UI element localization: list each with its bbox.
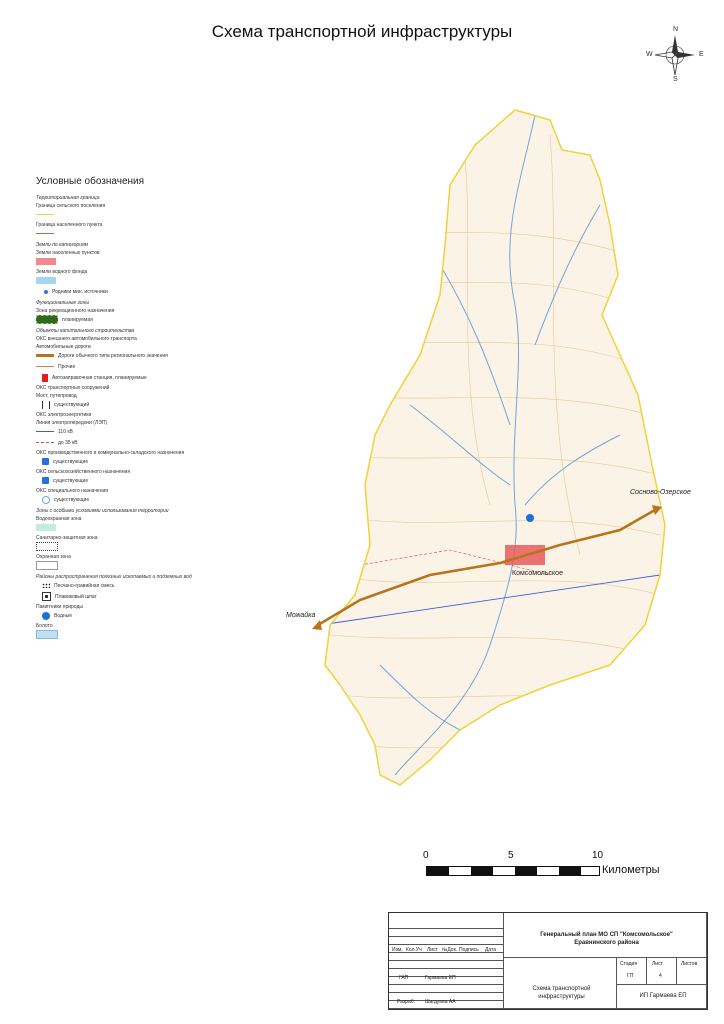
legend-symbol-box [36,277,56,284]
legend-item-label: Плавиковый шпат [55,593,97,600]
legend-label: ОКС внешнего автомобильного транспорта [36,336,137,342]
legend-item-label: планируемая [62,316,93,323]
legend-symbol-outline [36,561,58,570]
legend-symbol-line [36,233,54,234]
map-legend [36,176,246,640]
legend-label: Болото [36,623,53,629]
legend-item [36,275,246,286]
legend-section-title: Функциональные зоны [36,300,90,306]
legend-item [36,314,246,325]
legend-section-title: Объекты капитального строительства [36,328,135,334]
label-settlement: Комсомольское [512,570,563,577]
stamp-head-sheet: Лист [652,961,663,967]
legend-item [36,209,246,220]
legend-label: Санитарно-защитная зона [36,535,98,541]
stamp-stage-value: ГП [627,973,634,979]
legend-section-title: Зоны с особыми условиями использования территории [36,508,169,514]
legend-symbol-line [36,214,54,215]
legend-items [36,195,246,640]
compass-e: E [699,51,704,58]
legend-label: Водоохранная зона [36,516,82,522]
stamp-role-razrab: Разраб. [397,999,416,1005]
stamp-col-koluch: Кол.Уч [406,947,422,953]
legend-item [36,361,246,372]
legend-label: Памятники природы [36,604,83,610]
stamp-col-ndok: №Док. [442,947,458,953]
legend-label: ОКС специального назначения [36,488,108,494]
legend-symbol-check [42,612,50,620]
legend-item [36,456,246,467]
stamp-head-sheets: Листов [681,961,698,967]
legend-item-label: существующие [53,477,89,484]
legend-symbol-thick [36,354,54,357]
legend-item-label: 110 кВ [58,428,73,435]
legend-item [36,610,246,621]
legend-item [36,494,246,505]
scale-tick-0: 0 [423,850,429,861]
legend-item-label: Прочие [58,363,76,370]
legend-symbol-line [36,431,54,432]
legend-item-label: существующие [53,458,89,465]
legend-item [36,437,246,448]
compass-rose [646,26,704,83]
legend-item [36,591,246,602]
stamp-col-podpis: Подпись [459,947,479,953]
legend-item [36,629,246,640]
legend-item [36,522,246,533]
legend-item-label: Автозаправочная станция, планируемые [52,374,147,381]
legend-symbol-box [36,524,56,531]
legend-symbol-dash [36,442,54,443]
legend-label: Зона рекреационного назначения [36,308,115,314]
road-arrow-west [312,620,322,630]
legend-label: Автомобильные дороги [36,344,91,350]
map-canvas[interactable] [286,105,691,795]
legend-item [36,228,246,239]
legend-label: Граница сельского поселения [36,203,106,209]
legend-symbol-icon [42,477,49,484]
legend-item-label: существующие [54,496,90,503]
label-west-road: Можайка [286,612,316,619]
legend-symbol-dot [44,290,48,294]
label-east-road: Сосново-Озерское [630,489,691,496]
stamp-project-title: Генеральный план МО СП "Комсомольское" Еравнинского района [540,932,673,946]
legend-item [36,372,246,383]
legend-label: Граница населенного пункта [36,222,103,228]
stamp-name-gap: Гармаева ЕП [425,975,456,981]
legend-label: Линия электропередачи (ЛЭП) [36,420,108,426]
legend-label: Земли населенных пунктов [36,250,100,256]
legend-item-label: Песчано-гравийная смесь [54,582,115,589]
legend-symbol-dots [42,583,50,588]
legend-symbol-hatch [36,315,58,324]
legend-symbol-square [42,592,51,601]
legend-item-label: Дороги обычного типа регионального значения [58,352,168,359]
legend-item [36,350,246,361]
stamp-role-gap: ГАП [399,975,409,981]
legend-item-label: существующий [54,401,90,408]
legend-item-label: до 35 кВ [58,439,78,446]
page-title: Схема транспортной инфраструктуры [211,22,513,41]
stamp-head-stage: Стадия [620,961,638,967]
legend-label: ОКС производственного и коммунально-складского назначения [36,450,185,456]
legend-label: ОКС электроэнергетики [36,412,92,418]
legend-item-label: Родники мин. источники [52,288,108,295]
compass-s: S [673,76,678,83]
stamp-name-razrab: Шагдуева АА [425,999,456,1005]
compass-w: W [646,51,653,58]
legend-label: Мост, путепровод [36,393,77,399]
legend-item-label: Водные [54,612,73,619]
title-block [388,912,708,1010]
legend-item [36,256,246,267]
legend-item [36,426,246,437]
legend-label: ОКС сельскохозяйственного назначения [36,469,131,475]
stamp-col-list: Лист [427,947,438,953]
stamp-col-data: Дата [485,947,497,953]
legend-item [36,560,246,571]
legend-section-title: Земли по категориям [36,242,89,248]
stamp-sheet-value: 4 [659,973,662,979]
legend-item [36,541,246,552]
scale-units: Километры [602,864,660,876]
legend-item [36,475,246,486]
legend-symbol-swamp [36,630,58,639]
scale-tick-10: 10 [592,850,604,861]
legend-symbol-line [36,366,54,367]
legend-item [36,580,246,591]
legend-section-title: Районы распространения полезных ископаемых и подземных вод [36,574,192,580]
legend-symbol-dotbox [36,542,58,551]
legend-heading: Условные обозначения [36,176,145,187]
legend-label: Земли водного фонда [36,269,88,275]
legend-symbol-ring [42,496,50,504]
legend-symbol-fuel [42,374,48,382]
legend-section-title: Территориальная граница [36,195,100,201]
legend-symbol-icon [42,458,49,465]
stamp-col-izm: Изм. [392,947,403,953]
nature-monument-icon[interactable] [526,514,534,522]
legend-item [36,399,246,410]
compass-icon [652,32,698,78]
legend-item [36,286,246,297]
legend-symbol-box [36,258,56,265]
stamp-drawing-title: Схема транспортной инфраструктуры [532,986,591,1000]
stamp-organization: ИП Гармаева ЕП [639,993,687,999]
compass-n: N [673,26,679,33]
legend-label: Охранная зона [36,554,71,560]
legend-symbol-bridge [42,401,50,409]
legend-label: ОКС транспортных сооружений [36,385,110,391]
scale-bar-graphic [426,866,600,876]
scale-tick-5: 5 [508,850,514,861]
